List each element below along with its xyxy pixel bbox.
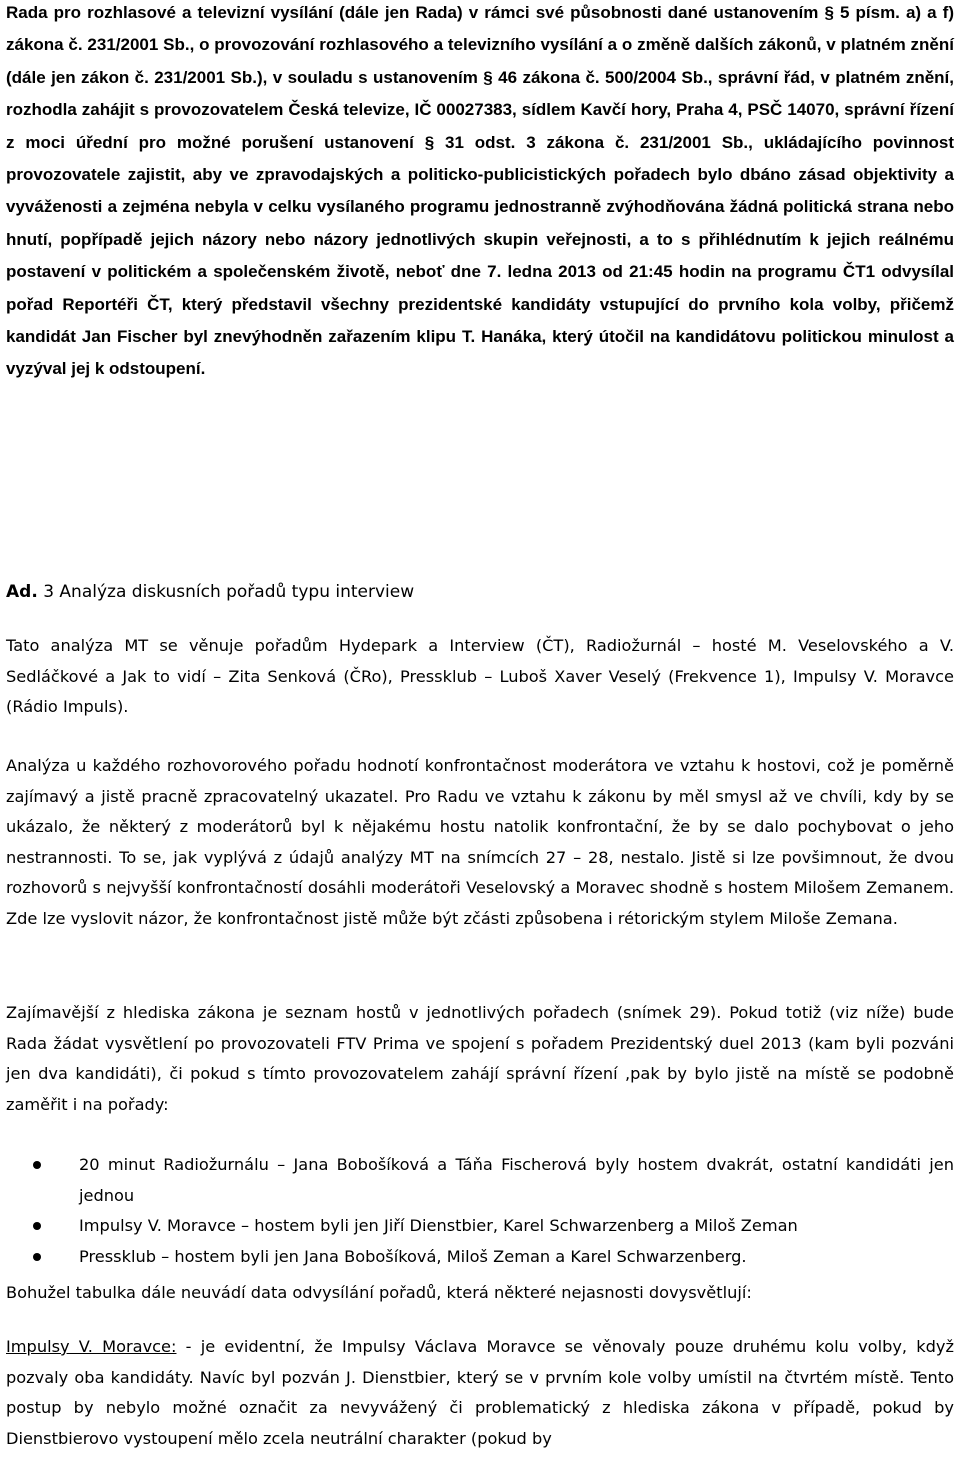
intro-paragraph: Rada pro rozhlasové a televizní vysílání (dále jen Rada) v rámci své působnosti dané ustanovením § 5 písm. a) a f) zákona č. 231/2001 Sb., o provozování rozhlasového a televizního vysílání a o změně dalších zákonů, v platném znění (dále jen zákon č. 231/2001 Sb.), v souladu s ustanovením § 46 zákona č. 500/2004 Sb., správní řád, v platném znění, rozhodla zahájit s provozovatelem Česká televize, IČ 00027383, sídlem Kavčí hory, Praha 4, PSČ 14070, správní řízení z moci úřední pro možné porušení ustanovení § 31 odst. 3 zákona č. 231/2001 Sb., ukládajícího povinnost provozovatele zajistit, aby ve zpravodajských a politicko-publicistických pořadech bylo dbáno zásad objektivity a vyváženosti a zejména nebyla v celku vysílaného programu jednostranně zvýhodňována žádná politická strana nebo hnutí, popřípadě jejich názory nebo názory jednotlivých skupin veřejnosti, a to s přihlédnutím k jejich reálnému postavení v politickém a společenském životě, neboť dne 7. ledna 2013 od 21:45 hodin na programu ČT1 odvysílal pořad Reportéři ČT, který představil všechny prezidentské kandidáty vstupující do prvního kola volby, přičemž kandidát Jan Fischer byl znevýhodněn zařazením klipu T. Hanáka, který útočil na kandidátovu politickou minulost a vyzýval jej k odstoupení. <box>6 3 954 379</box>
list-item-text: Impulsy V. Moravce – hostem byli jen Jiří Dienstbier, Karel Schwarzenberg a Miloš Zeman <box>79 1216 798 1236</box>
paragraph-analysis-mt: Tato analýza MT se věnuje pořadům Hydepark a Interview (ČT), Radiožurnál – hosté M. Veselovského a V. Sedláčkové a Jak to vidí – Zita Senková (ČRo), Pressklub – Luboš Xaver Veselý (Frekvence 1), Impulsy V. Moravce (Rádio Impuls). <box>6 636 954 717</box>
section-title: 3 Analýza diskusních pořadů typu interview <box>43 582 415 602</box>
impulsy-text: - je evidentní, že Impulsy Václava Moravce se věnovaly pouze druhému kolu volby, když pozvaly oba kandidáty. Navíc byl pozván J. Dienstbier, který se v prvním kole volby umístil na čtvrtém místě. Tento postup by nebylo možné označit za nevyvážený či problematický z hlediska zákona v případě, pokud by Dienstbierovo vystoupení mělo zcela neutrální charakter (pokud by <box>6 1337 954 1448</box>
bullet-icon <box>33 1253 41 1261</box>
bullet-icon <box>33 1161 41 1169</box>
list-item <box>6 1242 954 1273</box>
program-list <box>6 1150 954 1272</box>
list-item-text: Pressklub – hostem byli jen Jana Bobošíková, Miloš Zeman a Karel Schwarzenberg. <box>79 1246 747 1266</box>
bullet-icon <box>33 1222 41 1230</box>
section-heading <box>6 577 414 607</box>
impulsy-label: Impulsy V. Moravce: <box>6 1337 177 1356</box>
paragraph-analyza: Analýza u každého rozhovorového pořadu hodnotí konfrontačnost moderátora ve vztahu k hostovi, což je poměrně zajímavý a jistě pracně zpracovatelný ukazatel. Pro Radu ve vztahu k zákonu by měl smysl až ve chvíli, kdy by se ukázalo, že některý z moderátorů byl k nějakému hostu natolik konfrontační, že by se dalo pochybovat o jeho nestrannosti. To se, jak vyplývá z údajů analýzy MT na snímcích 27 – 28, nestalo. Jistě si lze povšimnout, že dvou rozhovorů s nejvyšší konfrontačností dosáhli moderátoři Veselovský a Moravec shodně s hostem Milošem Zemanem. Zde lze vyslovit názor, že konfrontačnost jistě může být zčásti způsobena i rétorickým stylem Miloše Zemana. <box>6 756 954 928</box>
list-item-text: 20 minut Radiožurnálu – Jana Bobošíková a Táňa Fischerová byly hostem dvakrát, ostatní kandidáti jen jednou <box>79 1155 954 1205</box>
section-label: Ad. <box>6 582 38 602</box>
paragraph-impulsy <box>6 1332 954 1454</box>
list-item <box>6 1150 954 1211</box>
list-item <box>6 1211 954 1242</box>
paragraph-bohuzel: Bohužel tabulka dále neuvádí data odvysílání pořadů, která některé nejasnosti dovysvětlují: <box>6 1283 752 1302</box>
paragraph-zajimavejsi: Zajímavější z hlediska zákona je seznam hostů v jednotlivých pořadech (snímek 29). Pokud totiž (viz níže) bude Rada žádat vysvětlení po provozovateli FTV Prima ve spojení s pořadem Prezidentský duel 2013 (kam byli pozváni jen dva kandidáti), či pokud s tímto provozovatelem zahájí správní řízení ,pak by bylo jistě na místě se podobně zaměřit i na pořady: <box>6 1003 954 1114</box>
